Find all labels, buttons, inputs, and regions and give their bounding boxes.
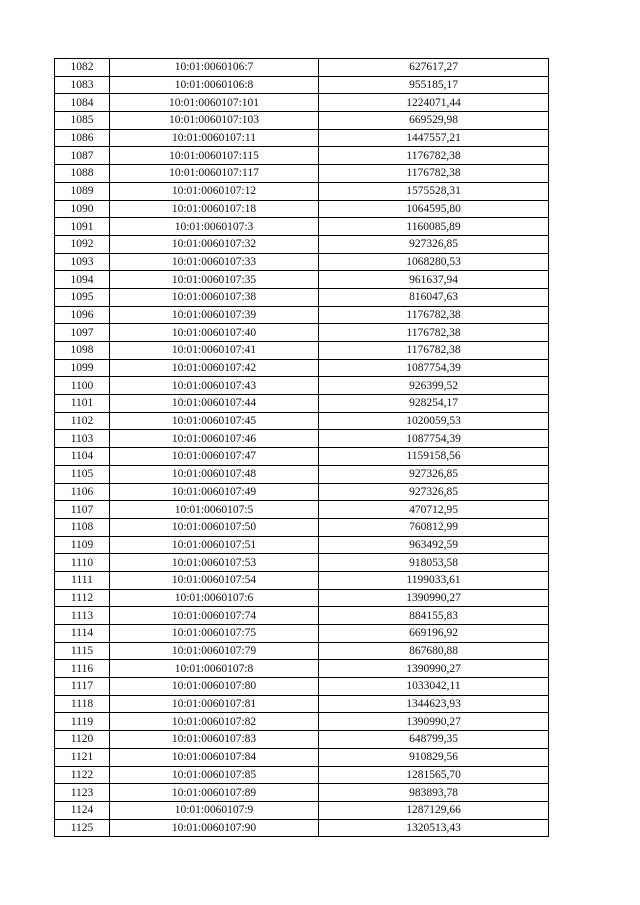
- table-row: [55, 465, 549, 483]
- cadastral-number-cell: 10:01:0060107:35: [110, 271, 319, 289]
- table-row: [55, 147, 549, 165]
- row-number-cell: 1098: [55, 342, 110, 360]
- table-row: [55, 112, 549, 130]
- table-row: [55, 288, 549, 306]
- cadastral-value-cell: 1344623,93: [319, 695, 549, 713]
- cadastral-number-cell: 10:01:0060107:11: [110, 129, 319, 147]
- cadastral-value-cell: 760812,99: [319, 518, 549, 536]
- table-row: [55, 801, 549, 819]
- table-row: [55, 200, 549, 218]
- table-row: [55, 536, 549, 554]
- cadastral-number-cell: 10:01:0060106:7: [110, 59, 319, 77]
- cadastral-value-cell: 1199033,61: [319, 571, 549, 589]
- cadastral-number-cell: 10:01:0060107:82: [110, 713, 319, 731]
- table-row: [55, 731, 549, 749]
- table-row: [55, 218, 549, 236]
- cadastral-number-cell: 10:01:0060107:85: [110, 766, 319, 784]
- cadastral-value-cell: 669196,92: [319, 625, 549, 643]
- cadastral-number-cell: 10:01:0060107:45: [110, 412, 319, 430]
- cadastral-value-cell: 1287129,66: [319, 801, 549, 819]
- row-number-cell: 1099: [55, 359, 110, 377]
- row-number-cell: 1101: [55, 395, 110, 413]
- cadastral-number-cell: 10:01:0060107:41: [110, 342, 319, 360]
- row-number-cell: 1113: [55, 607, 110, 625]
- cadastral-value-cell: 1160085,89: [319, 218, 549, 236]
- table-row: [55, 165, 549, 183]
- row-number-cell: 1124: [55, 801, 110, 819]
- row-number-cell: 1111: [55, 571, 110, 589]
- table-row: [55, 678, 549, 696]
- table-row: [55, 448, 549, 466]
- cadastral-number-cell: 10:01:0060107:101: [110, 94, 319, 112]
- cadastral-number-cell: 10:01:0060107:8: [110, 660, 319, 678]
- row-number-cell: 1092: [55, 235, 110, 253]
- table-row: [55, 412, 549, 430]
- row-number-cell: 1116: [55, 660, 110, 678]
- table-row: [55, 182, 549, 200]
- table-row: [55, 660, 549, 678]
- row-number-cell: 1117: [55, 678, 110, 696]
- table-row: [55, 129, 549, 147]
- cadastral-value-cell: 1390990,27: [319, 660, 549, 678]
- cadastral-value-cell: 884155,83: [319, 607, 549, 625]
- row-number-cell: 1091: [55, 218, 110, 236]
- table-row: [55, 784, 549, 802]
- row-number-cell: 1096: [55, 306, 110, 324]
- table-row: [55, 377, 549, 395]
- cadastral-value-cell: 1064595,80: [319, 200, 549, 218]
- table-row: [55, 395, 549, 413]
- cadastral-value-cell: 1176782,38: [319, 324, 549, 342]
- row-number-cell: 1122: [55, 766, 110, 784]
- cadastral-value-cell: 1281565,70: [319, 766, 549, 784]
- table-row: [55, 94, 549, 112]
- row-number-cell: 1120: [55, 731, 110, 749]
- table-row: [55, 748, 549, 766]
- table-row: [55, 571, 549, 589]
- cadastral-value-cell: 918053,58: [319, 554, 549, 572]
- row-number-cell: 1112: [55, 589, 110, 607]
- table-row: [55, 589, 549, 607]
- row-number-cell: 1107: [55, 501, 110, 519]
- cadastral-number-cell: 10:01:0060107:75: [110, 625, 319, 643]
- cadastral-number-cell: 10:01:0060107:47: [110, 448, 319, 466]
- cadastral-number-cell: 10:01:0060107:40: [110, 324, 319, 342]
- row-number-cell: 1100: [55, 377, 110, 395]
- row-number-cell: 1103: [55, 430, 110, 448]
- cadastral-number-cell: 10:01:0060107:103: [110, 112, 319, 130]
- cadastral-value-cell: 1390990,27: [319, 713, 549, 731]
- table-row: [55, 235, 549, 253]
- cadastral-value-cell: 1320513,43: [319, 819, 549, 837]
- row-number-cell: 1094: [55, 271, 110, 289]
- cadastral-number-cell: 10:01:0060107:5: [110, 501, 319, 519]
- cadastral-number-cell: 10:01:0060107:12: [110, 182, 319, 200]
- table-row: [55, 359, 549, 377]
- cadastral-value-cell: 1447557,21: [319, 129, 549, 147]
- cadastral-value-cell: 669529,98: [319, 112, 549, 130]
- table-row: [55, 766, 549, 784]
- row-number-cell: 1087: [55, 147, 110, 165]
- cadastral-value-cell: 1390990,27: [319, 589, 549, 607]
- row-number-cell: 1095: [55, 288, 110, 306]
- cadastral-value-cell: 955185,17: [319, 76, 549, 94]
- cadastral-number-cell: 10:01:0060107:79: [110, 642, 319, 660]
- row-number-cell: 1083: [55, 76, 110, 94]
- cadastral-number-cell: 10:01:0060107:117: [110, 165, 319, 183]
- cadastral-number-cell: 10:01:0060107:44: [110, 395, 319, 413]
- row-number-cell: 1108: [55, 518, 110, 536]
- cadastral-number-cell: 10:01:0060107:9: [110, 801, 319, 819]
- table-row: [55, 324, 549, 342]
- cadastral-value-cell: 926399,52: [319, 377, 549, 395]
- cadastral-value-cell: 963492,59: [319, 536, 549, 554]
- row-number-cell: 1084: [55, 94, 110, 112]
- row-number-cell: 1115: [55, 642, 110, 660]
- table-row: [55, 483, 549, 501]
- cadastral-number-cell: 10:01:0060107:18: [110, 200, 319, 218]
- cadastral-number-cell: 10:01:0060107:53: [110, 554, 319, 572]
- table-row: [55, 625, 549, 643]
- cadastral-value-cell: 1033042,11: [319, 678, 549, 696]
- table-row: [55, 306, 549, 324]
- cadastral-value-cell: 1176782,38: [319, 165, 549, 183]
- cadastral-value-cell: 816047,63: [319, 288, 549, 306]
- cadastral-number-cell: 10:01:0060107:33: [110, 253, 319, 271]
- cadastral-number-cell: 10:01:0060107:115: [110, 147, 319, 165]
- cadastral-number-cell: 10:01:0060107:49: [110, 483, 319, 501]
- cadastral-number-cell: 10:01:0060107:46: [110, 430, 319, 448]
- cadastral-value-cell: 1068280,53: [319, 253, 549, 271]
- row-number-cell: 1086: [55, 129, 110, 147]
- row-number-cell: 1114: [55, 625, 110, 643]
- row-number-cell: 1125: [55, 819, 110, 837]
- table-row: [55, 253, 549, 271]
- cadastral-value-table: [54, 58, 549, 837]
- row-number-cell: 1121: [55, 748, 110, 766]
- row-number-cell: 1118: [55, 695, 110, 713]
- cadastral-value-cell: 928254,17: [319, 395, 549, 413]
- cadastral-value-cell: 927326,85: [319, 235, 549, 253]
- cadastral-value-cell: 1087754,39: [319, 430, 549, 448]
- cadastral-value-cell: 961637,94: [319, 271, 549, 289]
- table-row: [55, 430, 549, 448]
- cadastral-value-cell: 1159158,56: [319, 448, 549, 466]
- row-number-cell: 1093: [55, 253, 110, 271]
- cadastral-value-cell: 867680,88: [319, 642, 549, 660]
- table-row: [55, 607, 549, 625]
- row-number-cell: 1088: [55, 165, 110, 183]
- table-row: [55, 518, 549, 536]
- cadastral-value-cell: 1176782,38: [319, 306, 549, 324]
- row-number-cell: 1110: [55, 554, 110, 572]
- cadastral-number-cell: 10:01:0060107:74: [110, 607, 319, 625]
- cadastral-value-cell: 627617,27: [319, 59, 549, 77]
- cadastral-number-cell: 10:01:0060107:51: [110, 536, 319, 554]
- cadastral-value-cell: 1020059,53: [319, 412, 549, 430]
- row-number-cell: 1082: [55, 59, 110, 77]
- cadastral-value-cell: 927326,85: [319, 483, 549, 501]
- cadastral-number-cell: 10:01:0060107:54: [110, 571, 319, 589]
- row-number-cell: 1090: [55, 200, 110, 218]
- cadastral-number-cell: 10:01:0060107:80: [110, 678, 319, 696]
- cadastral-number-cell: 10:01:0060107:81: [110, 695, 319, 713]
- row-number-cell: 1119: [55, 713, 110, 731]
- table-row: [55, 695, 549, 713]
- row-number-cell: 1109: [55, 536, 110, 554]
- table-row: [55, 642, 549, 660]
- cadastral-number-cell: 10:01:0060107:43: [110, 377, 319, 395]
- cadastral-number-cell: 10:01:0060107:6: [110, 589, 319, 607]
- table-row: [55, 76, 549, 94]
- cadastral-number-cell: 10:01:0060106:8: [110, 76, 319, 94]
- row-number-cell: 1104: [55, 448, 110, 466]
- table-row: [55, 819, 549, 837]
- cadastral-value-cell: 910829,56: [319, 748, 549, 766]
- table-row: [55, 271, 549, 289]
- cadastral-number-cell: 10:01:0060107:48: [110, 465, 319, 483]
- cadastral-value-cell: 1575528,31: [319, 182, 549, 200]
- cadastral-number-cell: 10:01:0060107:50: [110, 518, 319, 536]
- table-row: [55, 59, 549, 77]
- row-number-cell: 1102: [55, 412, 110, 430]
- cadastral-number-cell: 10:01:0060107:42: [110, 359, 319, 377]
- cadastral-number-cell: 10:01:0060107:83: [110, 731, 319, 749]
- cadastral-value-cell: 1176782,38: [319, 342, 549, 360]
- cadastral-number-cell: 10:01:0060107:89: [110, 784, 319, 802]
- row-number-cell: 1085: [55, 112, 110, 130]
- table-row: [55, 554, 549, 572]
- row-number-cell: 1089: [55, 182, 110, 200]
- table-row: [55, 713, 549, 731]
- cadastral-value-cell: 1224071,44: [319, 94, 549, 112]
- cadastral-value-cell: 927326,85: [319, 465, 549, 483]
- cadastral-number-cell: 10:01:0060107:90: [110, 819, 319, 837]
- row-number-cell: 1105: [55, 465, 110, 483]
- cadastral-value-cell: 470712,95: [319, 501, 549, 519]
- cadastral-value-cell: 1087754,39: [319, 359, 549, 377]
- cadastral-number-cell: 10:01:0060107:3: [110, 218, 319, 236]
- cadastral-value-cell: 1176782,38: [319, 147, 549, 165]
- row-number-cell: 1123: [55, 784, 110, 802]
- table-row: [55, 342, 549, 360]
- cadastral-number-cell: 10:01:0060107:84: [110, 748, 319, 766]
- cadastral-number-cell: 10:01:0060107:38: [110, 288, 319, 306]
- row-number-cell: 1106: [55, 483, 110, 501]
- row-number-cell: 1097: [55, 324, 110, 342]
- table-row: [55, 501, 549, 519]
- cadastral-number-cell: 10:01:0060107:32: [110, 235, 319, 253]
- table-body: [55, 59, 549, 837]
- cadastral-number-cell: 10:01:0060107:39: [110, 306, 319, 324]
- cadastral-value-cell: 983893,78: [319, 784, 549, 802]
- cadastral-value-cell: 648799,35: [319, 731, 549, 749]
